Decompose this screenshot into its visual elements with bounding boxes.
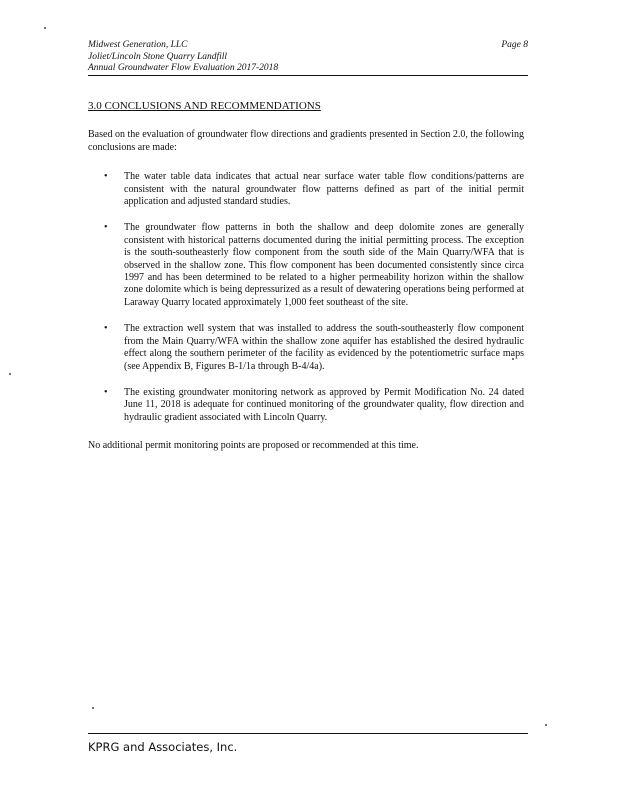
bullet-icon: •	[104, 222, 108, 234]
header-site: Joliet/Lincoln Stone Quarry Landfill	[88, 51, 228, 62]
header-rule	[88, 75, 528, 76]
conclusion-item	[88, 387, 524, 424]
conclusions-list	[88, 171, 524, 424]
page-header	[88, 40, 528, 75]
conclusion-item	[88, 323, 524, 373]
conclusion-text: The groundwater flow patterns in both the shallow and deep dolomite zones are generally consistent with historical patterns documented during the initial permitting process. The exception is the south-southeasterly flow component from the south side of the Main Quarry/WFA that is observed in the shallow zone. This flow component has been documented consistently since circa 1997 and has been determined to be related to a higher permeability horizon within the shallow zone dolomite which is being depressurized as a result of dewatering operations being performed at Laraway Quarry located approximately 1,000 feet southeast of the site.	[124, 222, 524, 308]
bullet-icon: •	[104, 323, 108, 335]
conclusion-item	[88, 222, 524, 309]
conclusion-item	[88, 171, 524, 208]
scan-speck	[44, 27, 46, 29]
header-company: Midwest Generation, LLC	[88, 40, 188, 50]
document-body	[88, 100, 524, 453]
footer-firm: KPRG and Associates, Inc.	[88, 740, 238, 754]
header-report: Annual Groundwater Flow Evaluation 2017-2018	[88, 63, 279, 73]
scan-speck	[9, 373, 11, 375]
scan-speck	[92, 707, 94, 709]
conclusion-text: The existing groundwater monitoring network as approved by Permit Modification No. 24 dated June 11, 2018 is adequate for continued monitoring of the groundwater quality, flow direction and hydraulic gradient associated with Lincoln Quarry.	[124, 386, 524, 423]
closing-paragraph: No additional permit monitoring points are proposed or recommended at this time.	[88, 440, 419, 452]
footer-rule	[88, 733, 528, 734]
page-number: Page 8	[501, 40, 528, 50]
scan-speck	[545, 724, 547, 726]
bullet-icon: •	[104, 171, 108, 183]
bullet-icon: •	[104, 386, 108, 398]
conclusion-text: The water table data indicates that actual near surface water table flow conditions/patterns are consistent with the natural groundwater flow patterns defined as part of the initial permit application and adjusted standard studies.	[124, 171, 524, 208]
conclusion-text: The extraction well system that was installed to address the south-southeasterly flow component from the Main Quarry/WFA within the shallow zone aquifer has established the desired hydraulic effect along the southern perimeter of the facility as evidenced by the potentiometric surface maps (see Appendix B, Figures B-1/1a through B-4/4a).	[124, 323, 524, 372]
intro-paragraph: Based on the evaluation of groundwater flow directions and gradients presented in Section 2.0, the following conclusions are made:	[88, 129, 524, 153]
section-title: 3.0 CONCLUSIONS AND RECOMMENDATIONS	[88, 100, 321, 112]
